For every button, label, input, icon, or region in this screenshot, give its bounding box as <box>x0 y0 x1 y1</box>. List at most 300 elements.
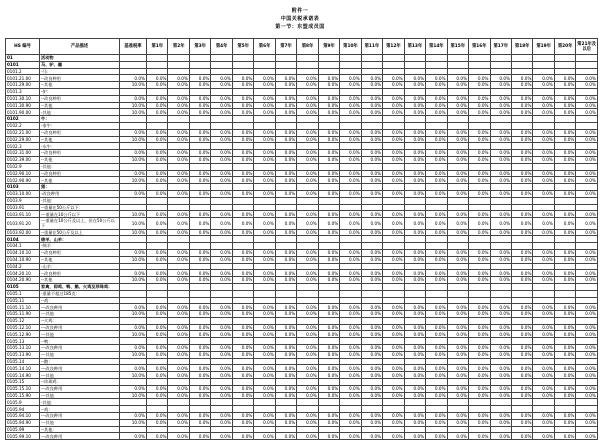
year-rate-cell: 0.0% <box>447 190 468 197</box>
year-rate-cell <box>554 236 575 243</box>
year-rate-cell <box>469 243 490 250</box>
year-rate-cell: 0.0% <box>576 345 597 352</box>
year-rate-cell <box>318 122 339 129</box>
year-rate-cell: 0.0% <box>490 372 511 379</box>
year-rate-cell: 0.0% <box>533 419 554 426</box>
product-desc-cell: 牛： <box>40 116 120 123</box>
year-rate-cell: 0.0% <box>361 345 382 352</box>
hs-code-cell: 0105.94.90 <box>6 419 40 426</box>
year-rate-cell <box>147 122 168 129</box>
year-rate-cell <box>426 283 447 290</box>
hs-code-cell: 0103.92.00 <box>6 229 40 236</box>
year-rate-cell <box>168 61 189 68</box>
year-rate-cell: 0.0% <box>168 150 189 157</box>
year-rate-cell: 0.0% <box>426 331 447 338</box>
year-rate-cell: 0.0% <box>232 109 253 116</box>
year-rate-cell <box>383 116 404 123</box>
table-row <box>6 204 598 211</box>
base-rate-cell: 0.0% <box>120 385 147 392</box>
year-rate-cell <box>340 290 361 297</box>
year-rate-cell <box>576 122 597 129</box>
year-rate-cell <box>189 426 210 433</box>
year-rate-cell: 0.0% <box>254 218 275 229</box>
year-rate-cell <box>211 184 232 191</box>
year-rate-cell <box>361 297 382 304</box>
year-rate-cell: 0.0% <box>361 433 382 440</box>
year-rate-cell: 0.0% <box>254 75 275 82</box>
year-rate-cell: 0.0% <box>361 270 382 277</box>
year-rate-cell <box>533 122 554 129</box>
year-rate-cell: 0.0% <box>275 82 296 89</box>
year-rate-cell <box>426 122 447 129</box>
year-rate-cell: 0.0% <box>232 392 253 399</box>
year-rate-cell <box>469 426 490 433</box>
year-rate-cell: 0.0% <box>275 229 296 236</box>
year-rate-cell <box>533 379 554 386</box>
year-rate-cell: 0.0% <box>361 256 382 263</box>
year-rate-cell <box>447 163 468 170</box>
year-rate-cell: 0.0% <box>469 345 490 352</box>
year-rate-cell: 0.0% <box>576 304 597 311</box>
hs-code-column-header: HS 编号 <box>6 39 40 55</box>
year-rate-cell: 0.0% <box>447 150 468 157</box>
year-rate-cell: 0.0% <box>554 102 575 109</box>
year-rate-cell: 0.0% <box>318 256 339 263</box>
year-rate-cell <box>318 61 339 68</box>
year-rate-cell <box>533 163 554 170</box>
year-rate-cell: 0.0% <box>147 170 168 177</box>
year-rate-cell: 0.0% <box>533 136 554 143</box>
year-rate-cell <box>340 163 361 170</box>
year-rate-cell <box>318 163 339 170</box>
year-rate-cell <box>232 399 253 406</box>
year-rate-cell <box>469 88 490 95</box>
table-row <box>6 419 598 426</box>
hs-code-cell: 0105.1 <box>6 290 40 297</box>
table-row <box>6 122 598 129</box>
hs-code-cell: 0105.11.90 <box>6 311 40 318</box>
hs-code-cell: 0103.91.20 <box>6 218 40 229</box>
year-rate-cell: 0.0% <box>404 365 425 372</box>
year-rate-cell: 0.0% <box>554 136 575 143</box>
year-rate-cell <box>426 243 447 250</box>
year-rate-cell: 0.0% <box>533 218 554 229</box>
year-rate-cell: 0.0% <box>511 136 532 143</box>
year-rate-cell <box>168 88 189 95</box>
year-rate-cell: 0.0% <box>297 82 318 89</box>
year-rate-cell <box>297 61 318 68</box>
year-rate-cell <box>447 317 468 324</box>
year-rate-cell: 0.0% <box>211 156 232 163</box>
hs-code-cell: 0105.94 <box>6 406 40 413</box>
year-rate-cell: 0.0% <box>275 136 296 143</box>
year-rate-cell <box>361 236 382 243</box>
year-rate-cell: 0.0% <box>426 392 447 399</box>
year-rate-cell: 0.0% <box>383 136 404 143</box>
product-desc-cell: --其他 <box>40 177 120 184</box>
year-rate-cell: 0.0% <box>490 229 511 236</box>
year-rate-cell <box>383 426 404 433</box>
year-rate-cell <box>254 88 275 95</box>
year-rate-cell <box>254 143 275 150</box>
year-rate-cell <box>383 406 404 413</box>
year-rate-cell: 0.0% <box>168 311 189 318</box>
year-rate-cell: 0.0% <box>189 365 210 372</box>
year-rate-cell <box>554 297 575 304</box>
year-rate-cell: 0.0% <box>232 304 253 311</box>
year-rate-cell: 0.0% <box>447 211 468 218</box>
year-rate-cell: 0.0% <box>383 211 404 218</box>
year-rate-cell <box>554 399 575 406</box>
year-rate-cell: 0.0% <box>576 324 597 331</box>
year-rate-cell: 0.0% <box>297 331 318 338</box>
year-column-header: 第1年 <box>147 39 168 55</box>
year-rate-cell <box>469 68 490 75</box>
year-rate-cell: 0.0% <box>340 351 361 358</box>
year-rate-cell <box>383 338 404 345</box>
year-rate-cell <box>383 358 404 365</box>
year-rate-cell: 0.0% <box>340 256 361 263</box>
year-rate-cell: 0.0% <box>554 372 575 379</box>
year-rate-cell: 0.0% <box>275 372 296 379</box>
year-rate-cell: 0.0% <box>554 218 575 229</box>
table-header <box>6 39 598 55</box>
year-rate-cell <box>554 68 575 75</box>
year-rate-cell: 0.0% <box>211 218 232 229</box>
base-rate-cell: 10.0% <box>120 156 147 163</box>
year-rate-cell: 0.0% <box>511 311 532 318</box>
year-rate-cell <box>533 263 554 270</box>
year-rate-cell <box>297 290 318 297</box>
year-rate-cell: 0.0% <box>189 109 210 116</box>
year-rate-cell: 0.0% <box>383 150 404 157</box>
year-rate-cell <box>254 122 275 129</box>
year-rate-cell: 0.0% <box>147 211 168 218</box>
year-rate-cell <box>361 163 382 170</box>
year-rate-cell <box>447 399 468 406</box>
year-rate-cell <box>361 406 382 413</box>
year-rate-cell: 0.0% <box>232 190 253 197</box>
year-rate-cell: 0.0% <box>576 331 597 338</box>
year-rate-cell: 0.0% <box>533 331 554 338</box>
year-rate-cell: 0.0% <box>533 277 554 284</box>
year-rate-cell: 0.0% <box>447 75 468 82</box>
year-rate-cell: 0.0% <box>490 345 511 352</box>
hs-code-cell: 0105.99 <box>6 426 40 433</box>
year-rate-cell <box>361 55 382 62</box>
year-rate-cell: 0.0% <box>383 419 404 426</box>
base-rate-cell <box>120 163 147 170</box>
year-rate-cell: 0.0% <box>383 75 404 82</box>
year-rate-cell: 0.0% <box>318 177 339 184</box>
year-rate-cell <box>511 68 532 75</box>
year-rate-cell: 0.0% <box>147 304 168 311</box>
year-rate-cell: 0.0% <box>404 156 425 163</box>
year-rate-cell <box>576 243 597 250</box>
table-row <box>6 372 598 379</box>
year-rate-cell: 0.0% <box>469 413 490 420</box>
year-rate-cell: 0.0% <box>426 413 447 420</box>
year-rate-cell <box>576 55 597 62</box>
tariff-table-body <box>6 55 598 440</box>
year-rate-cell <box>318 379 339 386</box>
year-rate-cell <box>189 379 210 386</box>
year-rate-cell <box>297 358 318 365</box>
year-rate-cell: 0.0% <box>232 156 253 163</box>
year-rate-cell: 0.0% <box>254 324 275 331</box>
product-desc-cell: --其他 <box>40 256 120 263</box>
year-rate-cell: 0.0% <box>404 385 425 392</box>
year-rate-cell <box>340 338 361 345</box>
table-row <box>6 243 598 250</box>
year-rate-cell: 0.0% <box>490 102 511 109</box>
year-rate-cell: 0.0% <box>469 136 490 143</box>
year-rate-cell <box>232 290 253 297</box>
year-rate-cell: 0.0% <box>254 190 275 197</box>
year-rate-cell: 0.0% <box>554 211 575 218</box>
year-rate-cell: 0.0% <box>469 150 490 157</box>
year-rate-cell: 0.0% <box>576 270 597 277</box>
year-rate-cell: 0.0% <box>297 392 318 399</box>
year-rate-cell: 0.0% <box>189 95 210 102</box>
base-rate-cell <box>120 358 147 365</box>
year-rate-cell: 0.0% <box>361 249 382 256</box>
year-rate-cell <box>511 263 532 270</box>
year-rate-cell: 0.0% <box>147 249 168 256</box>
year-rate-cell: 0.0% <box>297 190 318 197</box>
year-rate-cell: 0.0% <box>383 156 404 163</box>
year-rate-cell <box>189 122 210 129</box>
year-rate-cell <box>490 243 511 250</box>
year-rate-cell <box>340 55 361 62</box>
year-rate-cell <box>490 379 511 386</box>
year-rate-cell <box>447 143 468 150</box>
year-rate-cell: 0.0% <box>211 392 232 399</box>
year-rate-cell <box>533 88 554 95</box>
year-rate-cell <box>254 116 275 123</box>
year-rate-cell: 0.0% <box>576 95 597 102</box>
year-rate-cell <box>511 399 532 406</box>
year-rate-cell: 0.0% <box>576 392 597 399</box>
year-rate-cell: 0.0% <box>490 82 511 89</box>
year-rate-cell: 0.0% <box>275 170 296 177</box>
year-rate-cell <box>168 122 189 129</box>
year-rate-cell: 0.0% <box>490 109 511 116</box>
year-rate-cell: 0.0% <box>576 229 597 236</box>
year-rate-cell: 0.0% <box>340 277 361 284</box>
year-rate-cell <box>361 358 382 365</box>
year-rate-cell <box>447 116 468 123</box>
year-rate-cell: 0.0% <box>490 304 511 311</box>
year-rate-cell <box>147 184 168 191</box>
year-rate-cell: 0.0% <box>340 177 361 184</box>
year-rate-cell: 0.0% <box>297 304 318 311</box>
year-rate-cell <box>254 243 275 250</box>
year-rate-cell: 0.0% <box>490 129 511 136</box>
year-rate-cell: 0.0% <box>383 177 404 184</box>
table-row <box>6 426 598 433</box>
year-rate-cell <box>232 358 253 365</box>
product-desc-cell: -水牛： <box>40 143 120 150</box>
year-rate-cell: 0.0% <box>297 270 318 277</box>
year-rate-cell <box>447 68 468 75</box>
hs-code-cell: 0105.9 <box>6 399 40 406</box>
base-rate-cell: 0.0% <box>120 170 147 177</box>
product-desc-cell: ---重量在10公斤及以上，但在50公斤以下 <box>40 218 120 229</box>
year-rate-cell: 0.0% <box>211 311 232 318</box>
year-rate-cell <box>426 88 447 95</box>
base-rate-cell: 10.0% <box>120 331 147 338</box>
year-rate-cell <box>168 297 189 304</box>
product-desc-cell: --鸭： <box>40 338 120 345</box>
year-rate-cell <box>297 236 318 243</box>
year-rate-cell <box>168 116 189 123</box>
year-rate-cell: 0.0% <box>383 270 404 277</box>
section-title: 第一节：东盟成员国 <box>275 24 325 30</box>
year-rate-cell: 0.0% <box>147 190 168 197</box>
year-rate-cell: 0.0% <box>404 75 425 82</box>
year-rate-cell <box>340 88 361 95</box>
year-rate-cell <box>211 116 232 123</box>
year-rate-cell: 0.0% <box>447 413 468 420</box>
year-rate-cell: 0.0% <box>340 392 361 399</box>
product-desc-cell: -改良种用 <box>40 190 120 197</box>
year-rate-cell <box>254 55 275 62</box>
year-rate-cell: 0.0% <box>511 345 532 352</box>
year-rate-cell <box>469 61 490 68</box>
year-rate-cell: 0.0% <box>511 129 532 136</box>
year-rate-cell: 0.0% <box>168 372 189 379</box>
year-rate-cell <box>189 236 210 243</box>
year-rate-cell <box>404 379 425 386</box>
year-rate-cell: 0.0% <box>361 211 382 218</box>
year-rate-cell: 0.0% <box>232 311 253 318</box>
hs-code-cell: 0104.1 <box>6 243 40 250</box>
year-rate-cell: 0.0% <box>404 372 425 379</box>
year-rate-cell <box>232 379 253 386</box>
year-rate-cell: 0.0% <box>211 129 232 136</box>
year-rate-cell <box>189 116 210 123</box>
year-rate-cell: 0.0% <box>318 392 339 399</box>
year-rate-cell <box>533 297 554 304</box>
year-rate-cell <box>232 143 253 150</box>
year-rate-cell: 0.0% <box>533 129 554 136</box>
year-rate-cell <box>404 204 425 211</box>
table-row <box>6 351 598 358</box>
table-row <box>6 433 598 440</box>
year-rate-cell: 0.0% <box>490 75 511 82</box>
year-rate-cell: 0.0% <box>469 392 490 399</box>
year-rate-cell: 0.0% <box>533 75 554 82</box>
year-rate-cell: 0.0% <box>469 218 490 229</box>
year-rate-cell <box>275 317 296 324</box>
year-rate-cell: 0.0% <box>254 345 275 352</box>
year-rate-cell: 0.0% <box>554 170 575 177</box>
year-rate-cell: 0.0% <box>275 95 296 102</box>
year-rate-cell <box>490 283 511 290</box>
year-rate-cell <box>554 184 575 191</box>
year-rate-cell: 0.0% <box>275 419 296 426</box>
year-rate-cell: 0.0% <box>189 385 210 392</box>
year-rate-cell: 0.0% <box>554 229 575 236</box>
year-rate-cell <box>297 143 318 150</box>
year-column-header: 第19年 <box>533 39 554 55</box>
year-rate-cell: 0.0% <box>511 218 532 229</box>
year-rate-cell <box>232 61 253 68</box>
year-rate-cell <box>275 406 296 413</box>
year-column-header: 第2年 <box>168 39 189 55</box>
year-rate-cell: 0.0% <box>168 392 189 399</box>
hs-code-cell: 0105.11 <box>6 297 40 304</box>
year-rate-cell <box>297 163 318 170</box>
year-rate-cell <box>426 55 447 62</box>
year-rate-cell: 0.0% <box>147 372 168 379</box>
year-rate-cell: 0.0% <box>533 256 554 263</box>
year-rate-cell: 0.0% <box>533 177 554 184</box>
year-rate-cell: 0.0% <box>232 345 253 352</box>
year-rate-cell <box>297 243 318 250</box>
year-rate-cell: 0.0% <box>533 95 554 102</box>
year-rate-cell <box>318 406 339 413</box>
year-rate-cell: 0.0% <box>340 345 361 352</box>
year-rate-cell: 0.0% <box>168 170 189 177</box>
year-rate-cell <box>147 243 168 250</box>
year-rate-cell: 0.0% <box>404 218 425 229</box>
year-rate-cell <box>147 426 168 433</box>
year-rate-cell <box>426 184 447 191</box>
year-rate-cell: 0.0% <box>168 419 189 426</box>
year-rate-cell: 0.0% <box>168 249 189 256</box>
year-rate-cell: 0.0% <box>232 102 253 109</box>
year-column-header: 第9年 <box>318 39 339 55</box>
table-row <box>6 109 598 116</box>
year-column-header: 第13年 <box>404 39 425 55</box>
year-rate-cell <box>318 236 339 243</box>
year-rate-cell <box>340 263 361 270</box>
year-rate-cell <box>511 122 532 129</box>
year-rate-cell <box>404 263 425 270</box>
year-rate-cell <box>511 317 532 324</box>
year-rate-cell: 0.0% <box>168 95 189 102</box>
year-rate-cell <box>576 263 597 270</box>
year-rate-cell <box>147 358 168 365</box>
year-rate-cell: 0.0% <box>232 218 253 229</box>
year-rate-cell: 0.0% <box>533 385 554 392</box>
year-rate-cell <box>490 290 511 297</box>
year-rate-cell <box>275 297 296 304</box>
year-rate-cell: 0.0% <box>426 249 447 256</box>
year-rate-cell: 0.0% <box>383 433 404 440</box>
year-rate-cell <box>275 143 296 150</box>
year-rate-cell: 0.0% <box>254 433 275 440</box>
product-desc-cell: --火鸡： <box>40 317 120 324</box>
year-rate-cell: 0.0% <box>404 211 425 218</box>
year-column-header: 第10年 <box>340 39 361 55</box>
year-rate-cell: 0.0% <box>275 150 296 157</box>
year-rate-cell: 0.0% <box>211 256 232 263</box>
year-rate-cell <box>383 143 404 150</box>
year-rate-cell <box>318 197 339 204</box>
year-rate-cell <box>404 406 425 413</box>
year-rate-cell <box>318 55 339 62</box>
year-rate-cell <box>254 338 275 345</box>
year-rate-cell <box>254 358 275 365</box>
year-rate-cell <box>490 184 511 191</box>
year-rate-cell <box>147 143 168 150</box>
table-row <box>6 317 598 324</box>
year-rate-cell <box>469 236 490 243</box>
table-row <box>6 156 598 163</box>
